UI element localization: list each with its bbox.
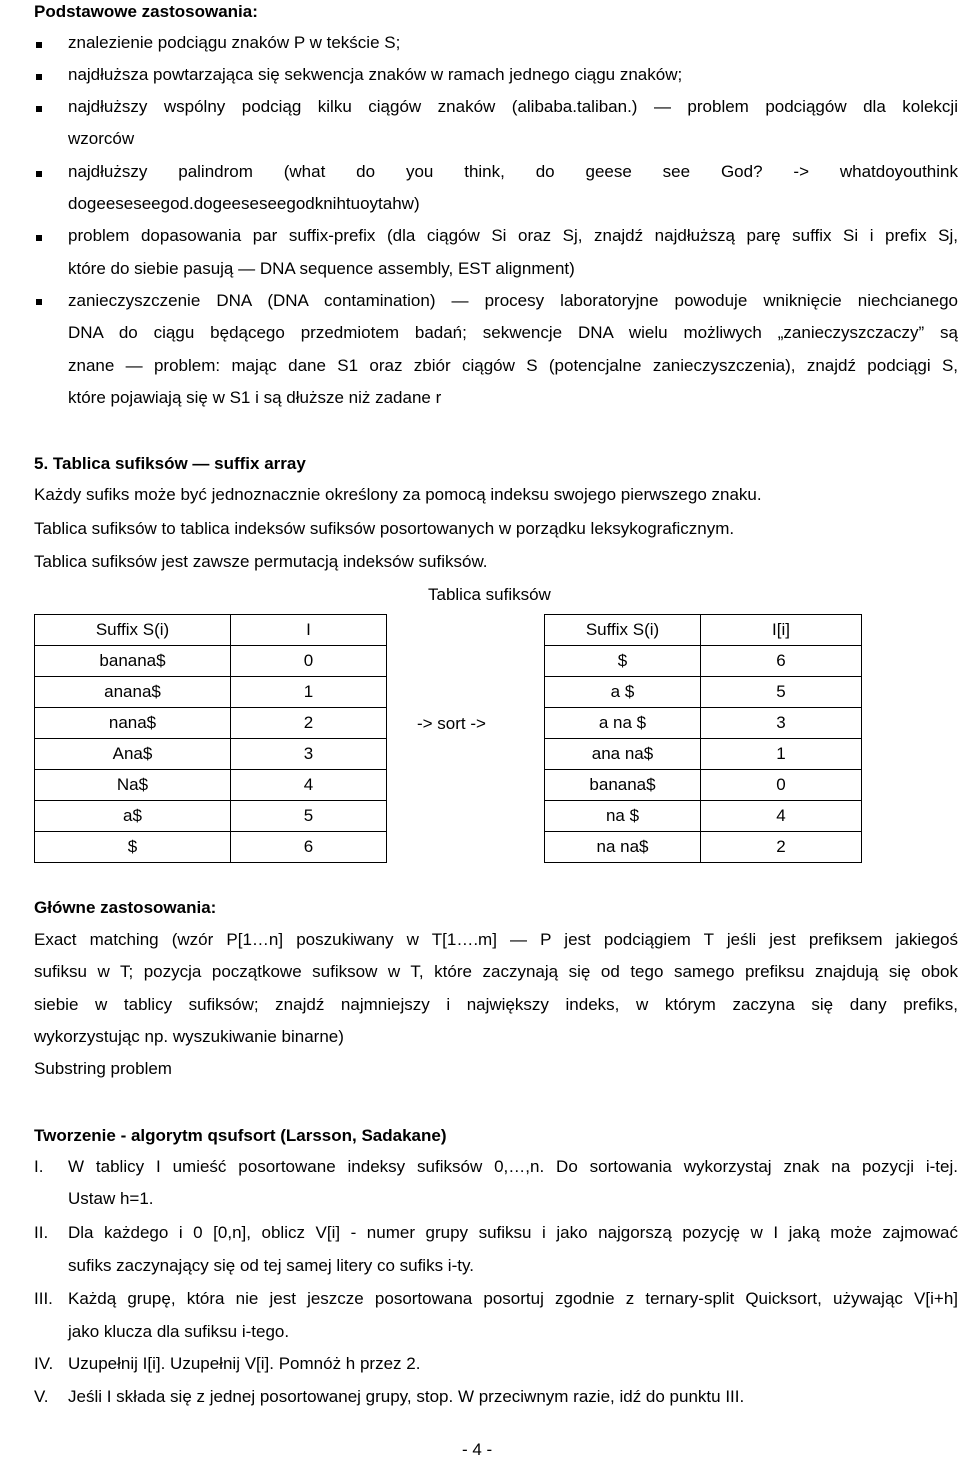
table-cell: 0 <box>231 646 387 677</box>
page-number: - 4 - <box>462 1440 493 1459</box>
paragraph-line: Exact matching (wzór P[1…n] poszukiwany w T[1….m] — P jest podciągiem T jeśli jest prefiksem jakiegoś <box>34 930 958 949</box>
table-row <box>35 832 387 863</box>
table-cell: 5 <box>231 801 387 832</box>
step-text: Dla każdego i 0 [0,n], oblicz V[i] - numer grupy sufiksu i jako najgorszą pozycję w I jaką może zajmować <box>68 1223 958 1242</box>
bullet-text-continued: DNA do ciągu będącego przedmiotem badań; sekwencje DNA wielu możliwych „zanieczyszczaczy” są <box>68 323 958 342</box>
table-cell: nana$ <box>35 708 231 739</box>
bullet-icon <box>36 42 42 48</box>
bullet-text: najdłuższy wspólny podciąg kilku ciągów znaków (alibaba.taliban.) — problem podciągów dla kolekcji <box>68 97 958 116</box>
step-text-continued: sufiks zaczynający się od tej samej litery co sufiks i-ty. <box>68 1256 474 1275</box>
bullet-icon <box>36 106 42 112</box>
step-number: III. <box>34 1289 53 1308</box>
paragraph-line: Substring problem <box>34 1059 172 1078</box>
table-row <box>35 646 387 677</box>
table-cell: a na $ <box>545 708 701 739</box>
bullet-text-continued: znane — problem: mając dane S1 oraz zbiór ciągów S (potencjalne zanieczyszczenia), znajdź podciągi S, <box>68 356 958 375</box>
table-row <box>35 708 387 739</box>
paragraph: Każdy sufiks może być jednoznacznie określony za pomocą indeksu swojego pierwszego znaku. <box>34 485 762 504</box>
column-header: I[i] <box>701 615 862 646</box>
step-text: Każdą grupę, która nie jest jeszcze posortowana posortuj zgodnie z ternary-split Quicksort, używając V[i+h] <box>68 1289 958 1308</box>
step-number: IV. <box>34 1354 54 1373</box>
table-row <box>35 739 387 770</box>
table-cell: $ <box>545 646 701 677</box>
table-row <box>545 770 862 801</box>
table-row <box>545 832 862 863</box>
table-row <box>35 770 387 801</box>
table-cell: 4 <box>231 770 387 801</box>
table-row <box>545 739 862 770</box>
table-cell: banana$ <box>35 646 231 677</box>
paragraph: Tablica sufiksów to tablica indeksów sufiksów posortowanych w porządku leksykograficznym. <box>34 519 735 538</box>
section-heading-podstawowe: Podstawowe zastosowania: <box>34 2 258 21</box>
table-cell: $ <box>35 832 231 863</box>
step-text: Jeśli I składa się z jednej posortowanej grupy, stop. W przeciwnym razie, idź do punktu III. <box>68 1387 745 1406</box>
table-cell: 5 <box>701 677 862 708</box>
table-cell: 2 <box>701 832 862 863</box>
table-cell: 1 <box>231 677 387 708</box>
table-caption: Tablica sufiksów <box>428 585 551 604</box>
table-row <box>35 801 387 832</box>
bullet-text-continued: wzorców <box>68 129 135 148</box>
bullet-text-continued: które pojawiają się w S1 i są dłuższe niż zadane r <box>68 388 442 407</box>
table-cell: 1 <box>701 739 862 770</box>
table-row <box>545 646 862 677</box>
bullet-icon <box>36 171 42 177</box>
table-cell: 2 <box>231 708 387 739</box>
table-cell: 6 <box>701 646 862 677</box>
table-row <box>545 708 862 739</box>
table-cell: na $ <box>545 801 701 832</box>
suffix-table-unsorted <box>34 614 387 863</box>
table-cell: 3 <box>701 708 862 739</box>
bullet-text-continued: które do siebie pasują — DNA sequence assembly, EST alignment) <box>68 259 575 278</box>
table-cell: ana na$ <box>545 739 701 770</box>
section-heading-tworzenie: Tworzenie - algorytm qsufsort (Larsson, Sadakane) <box>34 1126 447 1145</box>
table-row <box>35 677 387 708</box>
step-number: I. <box>34 1157 44 1176</box>
bullet-icon <box>36 299 42 305</box>
paragraph-line: wykorzystując np. wyszukiwanie binarne) <box>34 1027 344 1046</box>
table-row <box>545 677 862 708</box>
table-header-row <box>545 615 862 646</box>
table-row <box>545 801 862 832</box>
paragraph: Tablica sufiksów jest zawsze permutacją indeksów sufiksów. <box>34 552 488 571</box>
table-cell: a$ <box>35 801 231 832</box>
paragraph-line: sufiksu w T; pozycja początkowe sufiksow w T, które zaczynają się od tego samego prefiksu znajdują się obok <box>34 962 958 981</box>
step-text: W tablicy I umieść posortowane indeksy sufiksów 0,…,n. Do sortowania wykorzystaj znak na pozycji i-tej. <box>68 1157 958 1176</box>
table-cell: Ana$ <box>35 739 231 770</box>
bullet-text: najdłuższy palindrom (what do you think, do geese see God? -> whatdoyouthink <box>68 162 958 181</box>
table-cell: anana$ <box>35 677 231 708</box>
step-number: II. <box>34 1223 49 1242</box>
step-text-continued: Ustaw h=1. <box>68 1189 154 1208</box>
bullet-text-continued: dogeeseseegod.dogeeseseegodknihtuoytahw) <box>68 194 420 213</box>
table-cell: banana$ <box>545 770 701 801</box>
paragraph-line: siebie w tablicy sufiksów; znajdź najmniejszy i największy indeks, w którym zaczyna się dany prefiks, <box>34 995 958 1014</box>
section-heading-tablica: 5. Tablica sufiksów — suffix array <box>34 454 306 473</box>
table-cell: 4 <box>701 801 862 832</box>
table-cell: na na$ <box>545 832 701 863</box>
column-header: Suffix S(i) <box>35 615 231 646</box>
table-cell: 0 <box>701 770 862 801</box>
table-cell: Na$ <box>35 770 231 801</box>
bullet-icon <box>36 235 42 241</box>
table-header-row <box>35 615 387 646</box>
bullet-text: zanieczyszczenie DNA (DNA contamination) — procesy laboratoryjne powoduje wniknięcie niechcianego <box>68 291 958 310</box>
bullet-text: problem dopasowania par suffix-prefix (dla ciągów Si oraz Sj, znajdź najdłuższą parę suffix Si i prefix Sj, <box>68 226 958 245</box>
sort-arrow-label: -> sort -> <box>417 714 486 733</box>
step-number: V. <box>34 1387 49 1406</box>
step-text: Uzupełnij I[i]. Uzupełnij V[i]. Pomnóż h przez 2. <box>68 1354 421 1373</box>
bullet-icon <box>36 74 42 80</box>
table-cell: a $ <box>545 677 701 708</box>
step-text-continued: jako klucza dla sufiksu i-tego. <box>68 1322 290 1341</box>
bullet-text: znalezienie podciągu znaków P w tekście S; <box>68 33 401 52</box>
section-heading-glowne: Główne zastosowania: <box>34 898 217 917</box>
table-cell: 3 <box>231 739 387 770</box>
table-cell: 6 <box>231 832 387 863</box>
bullet-text: najdłuższa powtarzająca się sekwencja znaków w ramach jednego ciągu znaków; <box>68 65 683 84</box>
suffix-table-sorted <box>544 614 862 863</box>
column-header: Suffix S(i) <box>545 615 701 646</box>
column-header: I <box>231 615 387 646</box>
